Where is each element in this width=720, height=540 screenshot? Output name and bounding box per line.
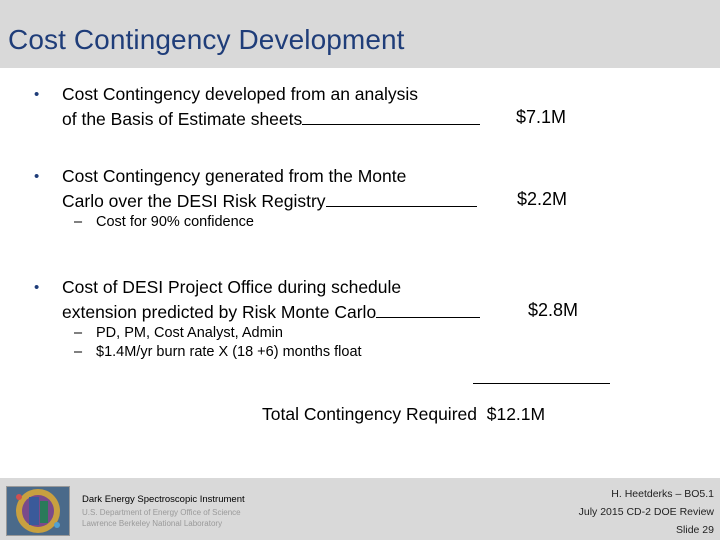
amount: $7.1M xyxy=(516,107,567,127)
fill-line xyxy=(302,107,480,125)
sub-bullet-text: PD, PM, Cost Analyst, Admin xyxy=(96,325,283,341)
bullet-text: extension predicted by Risk Monte Carlo xyxy=(62,302,377,322)
slide-title: Cost Contingency Development xyxy=(8,24,405,55)
bullet-text-line2 xyxy=(62,107,480,132)
sub-bullet: – Cost for 90% confidence xyxy=(74,214,254,230)
bullet-text: of the Basis of Estimate sheets xyxy=(62,109,303,129)
instrument-name: Dark Energy Spectroscopic Instrument xyxy=(82,494,245,505)
fill-line xyxy=(326,189,477,207)
sub-bullet-text: $1.4M/yr burn rate X (18 +6) months float xyxy=(96,344,362,360)
amount: $2.2M xyxy=(517,189,568,209)
bullet-dot-icon: • xyxy=(34,279,40,296)
sub-bullet-text: Cost for 90% confidence xyxy=(96,214,254,230)
affiliation: Lawrence Berkeley National Laboratory xyxy=(82,519,223,528)
amount: $2.8M xyxy=(528,300,579,320)
total-rule xyxy=(473,383,610,384)
bullet-text: Cost Contingency developed from an analysis xyxy=(62,84,419,104)
total-label: Total Contingency Required xyxy=(262,404,477,424)
affiliation: U.S. Department of Energy Office of Science xyxy=(82,508,241,517)
sub-bullet: – PD, PM, Cost Analyst, Admin xyxy=(74,325,283,341)
total-line xyxy=(262,404,545,425)
bullet-text: Cost Contingency generated from the Monte xyxy=(62,166,407,186)
bullet-text: Carlo over the DESI Risk Registry xyxy=(62,191,326,211)
title-bar xyxy=(0,0,720,68)
bullet-text: Cost of DESI Project Office during schedule xyxy=(62,277,402,297)
bullet-text-line2 xyxy=(62,300,480,325)
sub-bullet: – $1.4M/yr burn rate X (18 +6) months float xyxy=(74,344,362,360)
bullet-text-line2 xyxy=(62,189,477,214)
bullet-dot-icon: • xyxy=(34,168,40,185)
desi-logo-icon xyxy=(6,486,70,536)
slide-number: Slide 29 xyxy=(676,524,714,536)
total-amount: $12.1M xyxy=(486,404,546,424)
fill-line xyxy=(376,300,480,318)
footer-event: July 2015 CD-2 DOE Review xyxy=(578,506,714,518)
bullet-dot-icon: • xyxy=(34,86,40,103)
footer-author: H. Heetderks – BO5.1 xyxy=(611,488,714,500)
